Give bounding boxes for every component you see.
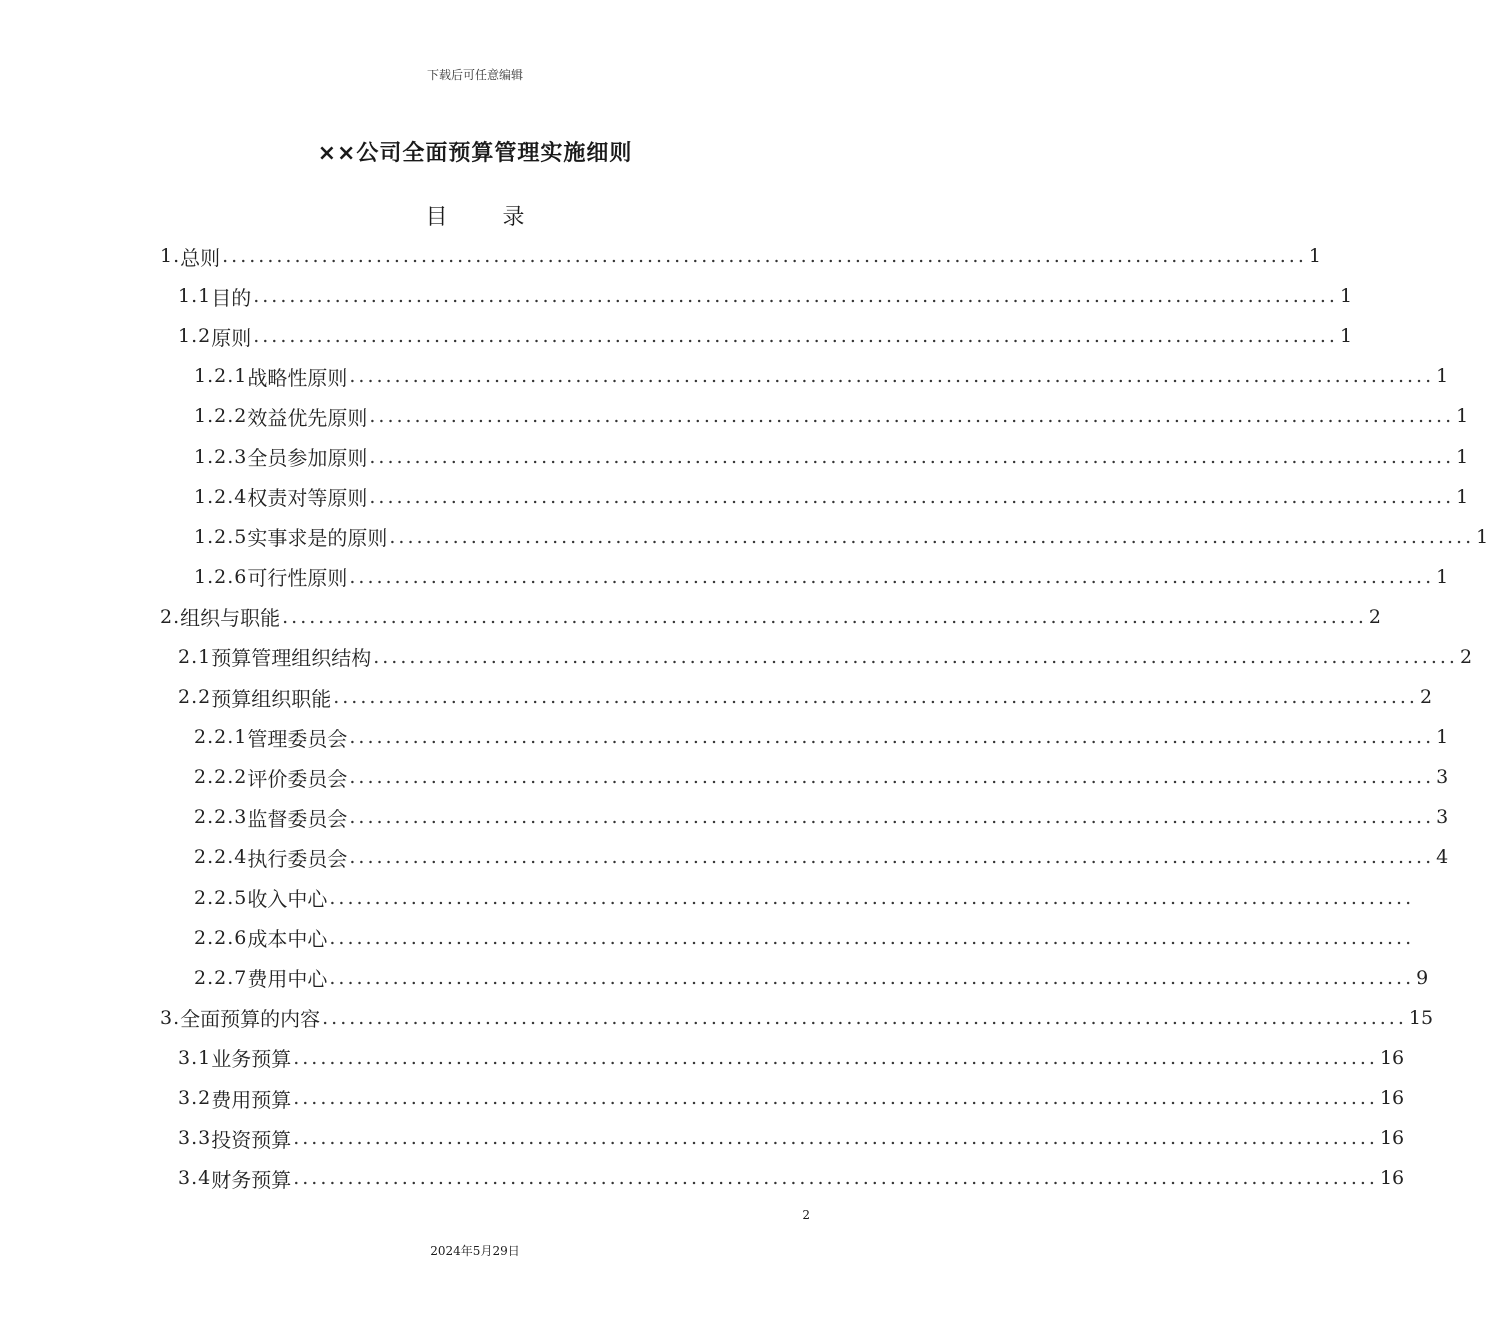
toc-entry[interactable] — [160, 918, 1415, 958]
toc-entry-label: 全面预算的内容 — [180, 1007, 321, 1032]
toc-entry-page: 3 — [1436, 766, 1449, 789]
toc-entry-label: 全员参加原则 — [247, 446, 368, 471]
toc-entry-page: 1 — [1436, 726, 1449, 749]
toc-heading: 目 录 — [425, 205, 549, 230]
toc-dot-leader: ........................................................................................................................ — [349, 846, 1435, 869]
toc-entry-label: 执行委员会 — [247, 846, 348, 871]
toc-entry[interactable] — [160, 1038, 1405, 1078]
toc-entry-page: 16 — [1379, 1046, 1405, 1069]
toc-entry-label: 费用中心 — [247, 967, 328, 992]
toc-entry-page: 2 — [1368, 605, 1381, 628]
toc-entry[interactable] — [160, 958, 1429, 998]
toc-entry[interactable] — [160, 557, 1449, 597]
toc-entry-page: 16 — [1379, 1087, 1405, 1110]
toc-dot-leader: ........................................................................................................................ — [293, 1127, 1378, 1150]
toc-dot-leader: ........................................................................................................................ — [293, 1046, 1378, 1069]
toc-entry-number: 1.2.2 — [194, 405, 248, 428]
toc-entry-page: 3 — [1436, 806, 1449, 829]
toc-entry-number: 2.2.2 — [194, 766, 248, 789]
toc-entry-page: 1 — [1456, 405, 1469, 428]
toc-entry[interactable] — [160, 597, 1381, 637]
toc-dot-leader: ........................................................................................................................ — [349, 726, 1435, 749]
toc-entry[interactable] — [160, 276, 1353, 316]
toc-dot-leader: ........................................................................................................................ — [369, 445, 1455, 468]
toc-entry[interactable] — [160, 517, 1488, 557]
toc-entry-label: 成本中心 — [247, 927, 328, 952]
document-title: ××公司全面预算管理实施细则 — [317, 141, 633, 166]
toc-entry-label: 业务预算 — [211, 1047, 292, 1072]
table-of-contents — [160, 236, 1488, 1198]
toc-entry-number: 3.2 — [178, 1087, 212, 1110]
toc-entry-label: 评价委员会 — [247, 766, 348, 791]
toc-entry-label: 监督委员会 — [247, 806, 348, 831]
toc-entry[interactable] — [160, 477, 1469, 517]
toc-entry-label: 实事求是的原则 — [247, 526, 388, 551]
toc-entry-number: 2.2.4 — [194, 846, 248, 869]
toc-entry-page: 1 — [1436, 365, 1449, 388]
toc-entry[interactable] — [160, 797, 1449, 837]
toc-entry-page: 16 — [1379, 1127, 1405, 1150]
toc-entry-number: 1. — [160, 245, 181, 268]
toc-entry-label: 预算管理组织结构 — [211, 646, 372, 671]
toc-entry-number: 3.3 — [178, 1127, 212, 1150]
toc-entry-page: 1 — [1339, 325, 1353, 348]
toc-dot-leader: ........................................................................................................................ — [349, 806, 1435, 829]
toc-entry-page: 1 — [1308, 245, 1321, 268]
toc-entry-page: 9 — [1416, 966, 1429, 989]
toc-entry-number: 1.2.6 — [194, 565, 248, 588]
toc-dot-leader: ........................................................................................................................ — [373, 645, 1458, 668]
toc-dot-leader: ........................................................................................................................ — [329, 926, 1415, 949]
toc-entry-label: 权责对等原则 — [247, 486, 368, 511]
toc-entry[interactable] — [160, 316, 1353, 356]
toc-entry-label: 目的 — [211, 285, 252, 310]
toc-entry-number: 1.2.1 — [194, 365, 248, 388]
toc-dot-leader: ........................................................................................................................ — [329, 966, 1415, 989]
toc-entry-number: 3.4 — [178, 1167, 212, 1190]
toc-dot-leader: ........................................................................................................................ — [349, 766, 1435, 789]
toc-entry-number: 1.2.5 — [194, 525, 248, 548]
toc-entry-number: 2.2.3 — [194, 806, 248, 829]
toc-entry-label: 收入中心 — [247, 887, 328, 912]
toc-dot-leader: ........................................................................................................................ — [293, 1167, 1378, 1190]
toc-dot-leader: ........................................................................................................................ — [349, 565, 1435, 588]
toc-entry-page: 2 — [1459, 645, 1473, 668]
toc-entry-page: 1 — [1476, 525, 1488, 548]
toc-dot-leader: ........................................................................................................................ — [222, 245, 1307, 268]
toc-entry[interactable] — [160, 837, 1449, 877]
toc-entry-label: 组织与职能 — [180, 606, 281, 631]
toc-entry[interactable] — [160, 637, 1473, 677]
toc-dot-leader: ........................................................................................................................ — [349, 365, 1435, 388]
toc-entry[interactable] — [160, 1118, 1405, 1158]
toc-entry-number: 1.2.4 — [194, 485, 248, 508]
toc-entry[interactable] — [160, 757, 1449, 797]
toc-entry-number: 1.2 — [178, 325, 212, 348]
toc-entry-page: 1 — [1456, 485, 1469, 508]
toc-entry-label: 费用预算 — [211, 1087, 292, 1112]
toc-entry[interactable] — [160, 436, 1469, 476]
toc-entry-number: 1.2.3 — [194, 445, 248, 468]
toc-entry-number: 2.2.6 — [194, 926, 248, 949]
footer-date: 2024年5月29日 — [430, 1244, 520, 1258]
toc-dot-leader: ........................................................................................................................ — [369, 405, 1455, 428]
toc-dot-leader: ........................................................................................................................ — [333, 686, 1418, 709]
toc-entry-number: 2.2.1 — [194, 726, 248, 749]
toc-entry-number: 2.2 — [178, 686, 212, 709]
toc-entry[interactable] — [160, 998, 1434, 1038]
toc-entry-number: 3.1 — [178, 1046, 212, 1069]
toc-entry-page: 1 — [1436, 565, 1449, 588]
toc-dot-leader: ........................................................................................................................ — [329, 886, 1415, 909]
toc-dot-leader: ........................................................................................................................ — [322, 1006, 1407, 1029]
toc-entry-label: 财务预算 — [211, 1167, 292, 1192]
toc-entry-page: 1 — [1339, 285, 1353, 308]
toc-entry-label: 预算组织职能 — [211, 686, 332, 711]
toc-entry-number: 2. — [160, 605, 181, 628]
toc-entry-label: 投资预算 — [211, 1127, 292, 1152]
toc-entry[interactable] — [160, 396, 1469, 436]
toc-dot-leader: ........................................................................................................................ — [253, 285, 1338, 308]
toc-dot-leader: ........................................................................................................................ — [369, 485, 1455, 508]
toc-entry-page: 4 — [1436, 846, 1449, 869]
toc-entry[interactable] — [160, 878, 1415, 918]
toc-entry-label: 管理委员会 — [247, 726, 348, 751]
toc-entry[interactable] — [160, 1158, 1405, 1198]
toc-entry-page: 2 — [1419, 686, 1433, 709]
toc-dot-leader: ........................................................................................................................ — [253, 325, 1338, 348]
toc-entry-label: 战略性原则 — [247, 365, 348, 390]
toc-entry[interactable] — [160, 236, 1321, 276]
toc-dot-leader: ........................................................................................................................ — [293, 1087, 1378, 1110]
toc-entry[interactable] — [160, 356, 1449, 396]
toc-entry[interactable] — [160, 1078, 1405, 1118]
toc-entry-number: 2.2.5 — [194, 886, 248, 909]
toc-entry-number: 1.1 — [178, 285, 212, 308]
toc-dot-leader: ........................................................................................................................ — [389, 525, 1475, 548]
toc-entry-page: 1 — [1456, 445, 1469, 468]
toc-entry-page: 15 — [1408, 1006, 1434, 1029]
toc-entry[interactable] — [160, 677, 1433, 717]
page-number: 2 — [802, 1208, 810, 1222]
toc-entry-label: 可行性原则 — [247, 566, 348, 591]
toc-entry-page: 16 — [1379, 1167, 1405, 1190]
toc-entry-label: 总则 — [180, 245, 221, 270]
toc-entry-number: 2.2.7 — [194, 966, 248, 989]
toc-entry[interactable] — [160, 717, 1449, 757]
toc-entry-number: 3. — [160, 1006, 181, 1029]
header-note: 下载后可任意编辑 — [426, 68, 523, 82]
toc-entry-number: 2.1 — [178, 645, 212, 668]
toc-entry-label: 原则 — [211, 325, 252, 350]
toc-entry-label: 效益优先原则 — [247, 405, 368, 430]
toc-dot-leader: ........................................................................................................................ — [282, 605, 1367, 628]
